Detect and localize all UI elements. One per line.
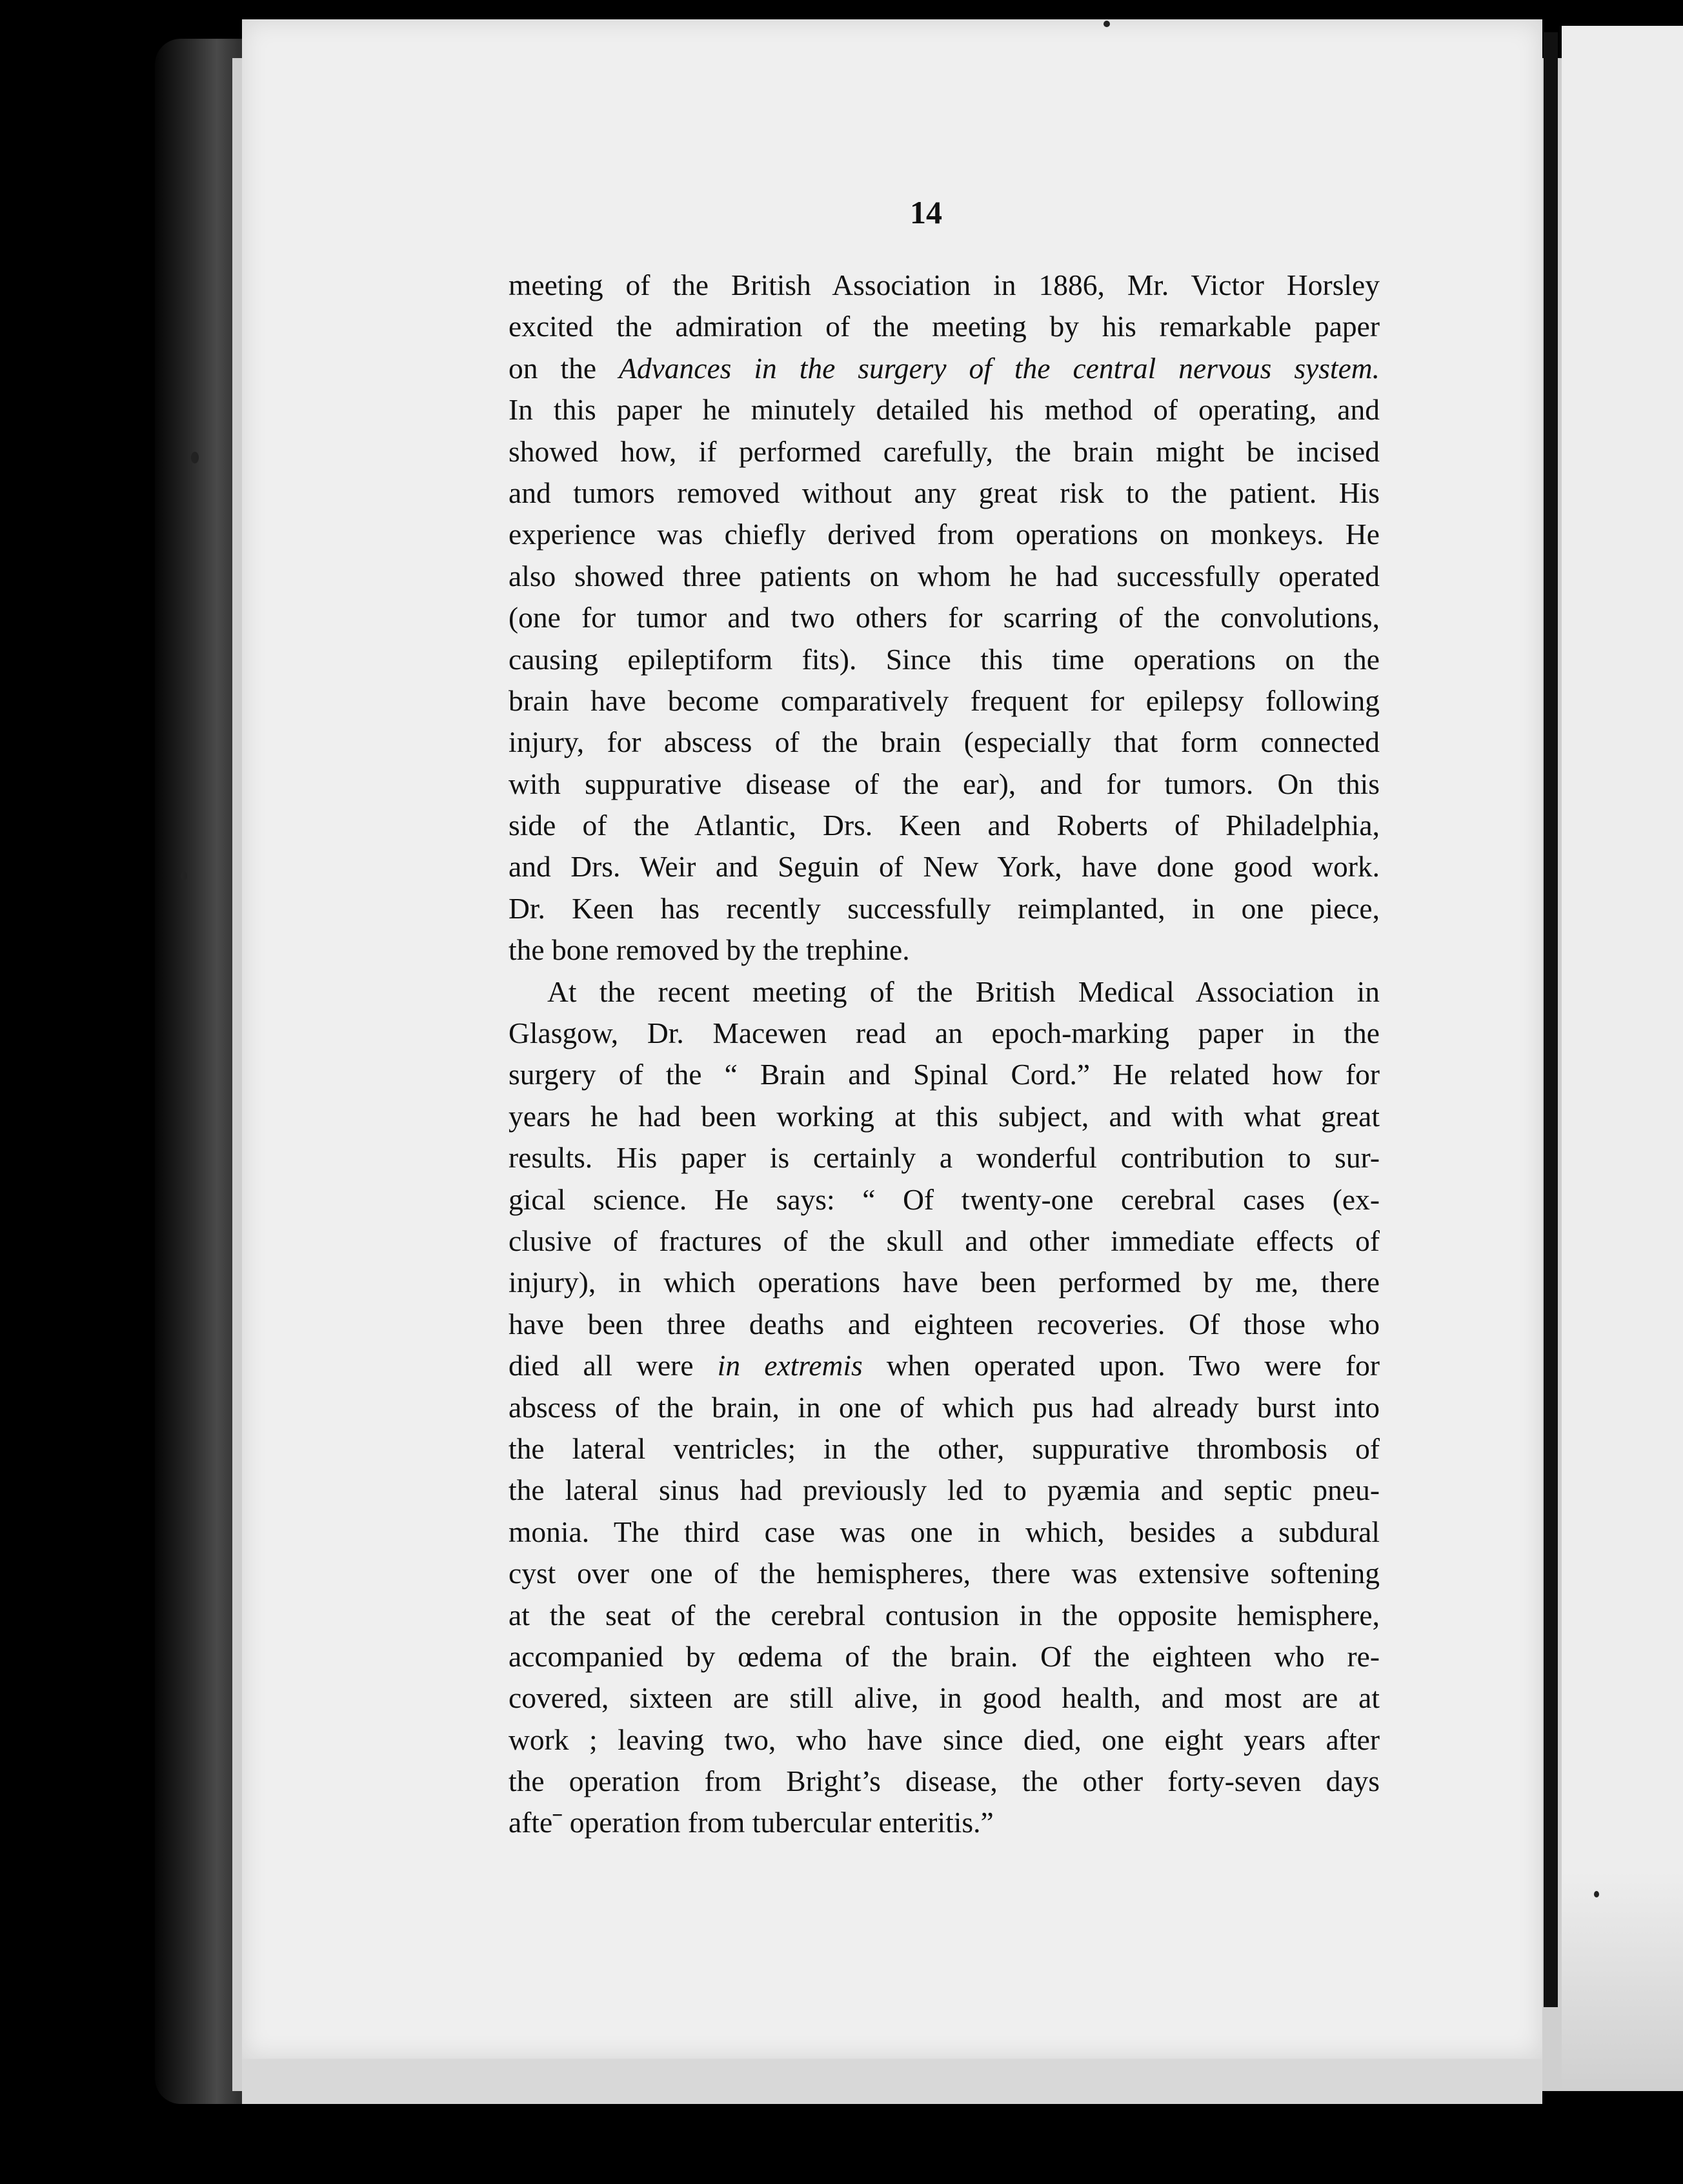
text-line: and Drs. Weir and Seguin of New York, have done good work. (509, 850, 1380, 884)
italic-text: Advances in the surgery of the central nervous system. (619, 351, 1380, 385)
italic-text: in extremis (717, 1349, 863, 1382)
text-line: injury, for abscess of the brain (especially that form connected (509, 725, 1380, 759)
text-line: showed how, if performed carefully, the brain might be incised (509, 434, 1380, 468)
text-segment: on the (509, 351, 620, 385)
text-segment: died all were (509, 1349, 718, 1382)
text-line: meeting of the British Association in 1886, Mr. Victor Horsley (509, 268, 1380, 301)
text-line: the lateral sinus had previously led to pyæmia and septic pneu- (509, 1473, 1380, 1507)
text-line: the operation from Bright’s disease, the other forty-seven days (509, 1764, 1380, 1798)
text-line: side of the Atlantic, Drs. Keen and Roberts of Philadelphia, (509, 809, 1380, 842)
page-number: 14 (910, 194, 942, 230)
text-line: monia. The third case was one in which, besides a subdural (509, 1515, 1380, 1548)
text-line: also showed three patients on whom he had successfully operated (509, 559, 1380, 592)
text-line: accompanied by œdema of the brain. Of the eighteen who re- (509, 1639, 1380, 1673)
text-line: In this paper he minutely detailed his method of operating, and (509, 393, 1380, 427)
text-line: work ; leaving two, who have since died, one eight years after (509, 1723, 1380, 1756)
text-line: injury), in which operations have been performed by me, there (509, 1266, 1380, 1299)
text-line: surgery of the “ Brain and Spinal Cord.” He related how for (509, 1058, 1380, 1091)
text-line: have been three deaths and eighteen recoveries. Of those who (509, 1307, 1380, 1340)
text-line: Glasgow, Dr. Macewen read an epoch-marking paper in the (509, 1016, 1380, 1050)
text-line: at the seat of the cerebral contusion in the opposite hemisphere, (509, 1598, 1380, 1632)
text-line: clusive of fractures of the skull and other immediate effects of (509, 1224, 1380, 1257)
text-line: At the recent meeting of the British Medical Association in (547, 975, 1380, 1008)
scan-speck (1104, 21, 1110, 27)
scan-speck (181, 871, 187, 880)
text-line: covered, sixteen are still alive, in good health, and most are at (509, 1681, 1380, 1715)
text-segment: when operated upon. Two were for (862, 1349, 1380, 1382)
page-bottom-edge (242, 2059, 1542, 2104)
text-line: causing epileptiform fits). Since this time operations on the (509, 642, 1380, 676)
text-line (509, 1345, 1380, 1386)
facing-page-edge (1562, 26, 1683, 2091)
scan-speck (1594, 1891, 1599, 1897)
text-line: Dr. Keen has recently successfully reimplanted, in one piece, (509, 891, 1380, 925)
text-line: afteˉ operation from tubercular enteritis.” (509, 1806, 994, 1839)
text-line: the lateral ventricles; in the other, suppurative thrombosis of (509, 1431, 1380, 1465)
text-line: experience was chiefly derived from operations on monkeys. He (509, 518, 1380, 551)
text-line: gical science. He says: “ Of twenty-one cerebral cases (ex- (509, 1182, 1380, 1216)
text-line: years he had been working at this subject, and with what great (509, 1099, 1380, 1133)
text-line: with suppurative disease of the ear), and for tumors. On this (509, 767, 1380, 800)
text-line: and tumors removed without any great risk to the patient. His (509, 476, 1380, 509)
text-line (509, 348, 1380, 389)
text-line: brain have become comparatively frequent for epilepsy following (509, 683, 1380, 717)
scan-speck (191, 452, 199, 463)
text-line: results. His paper is certainly a wonderful contribution to sur- (509, 1141, 1380, 1175)
text-line: cyst over one of the hemispheres, there was extensive softening (509, 1557, 1380, 1590)
text-line: abscess of the brain, in one of which pus had already burst into (509, 1390, 1380, 1424)
page-gutter-divider (1544, 32, 1558, 2007)
text-line: (one for tumor and two others for scarring of the convolutions, (509, 601, 1380, 634)
text-line: the bone removed by the trephine. (509, 933, 910, 967)
facing-page-shade (1562, 1872, 1683, 2091)
text-line: excited the admiration of the meeting by his remarkable paper (509, 310, 1380, 343)
body-text (509, 265, 1380, 1844)
